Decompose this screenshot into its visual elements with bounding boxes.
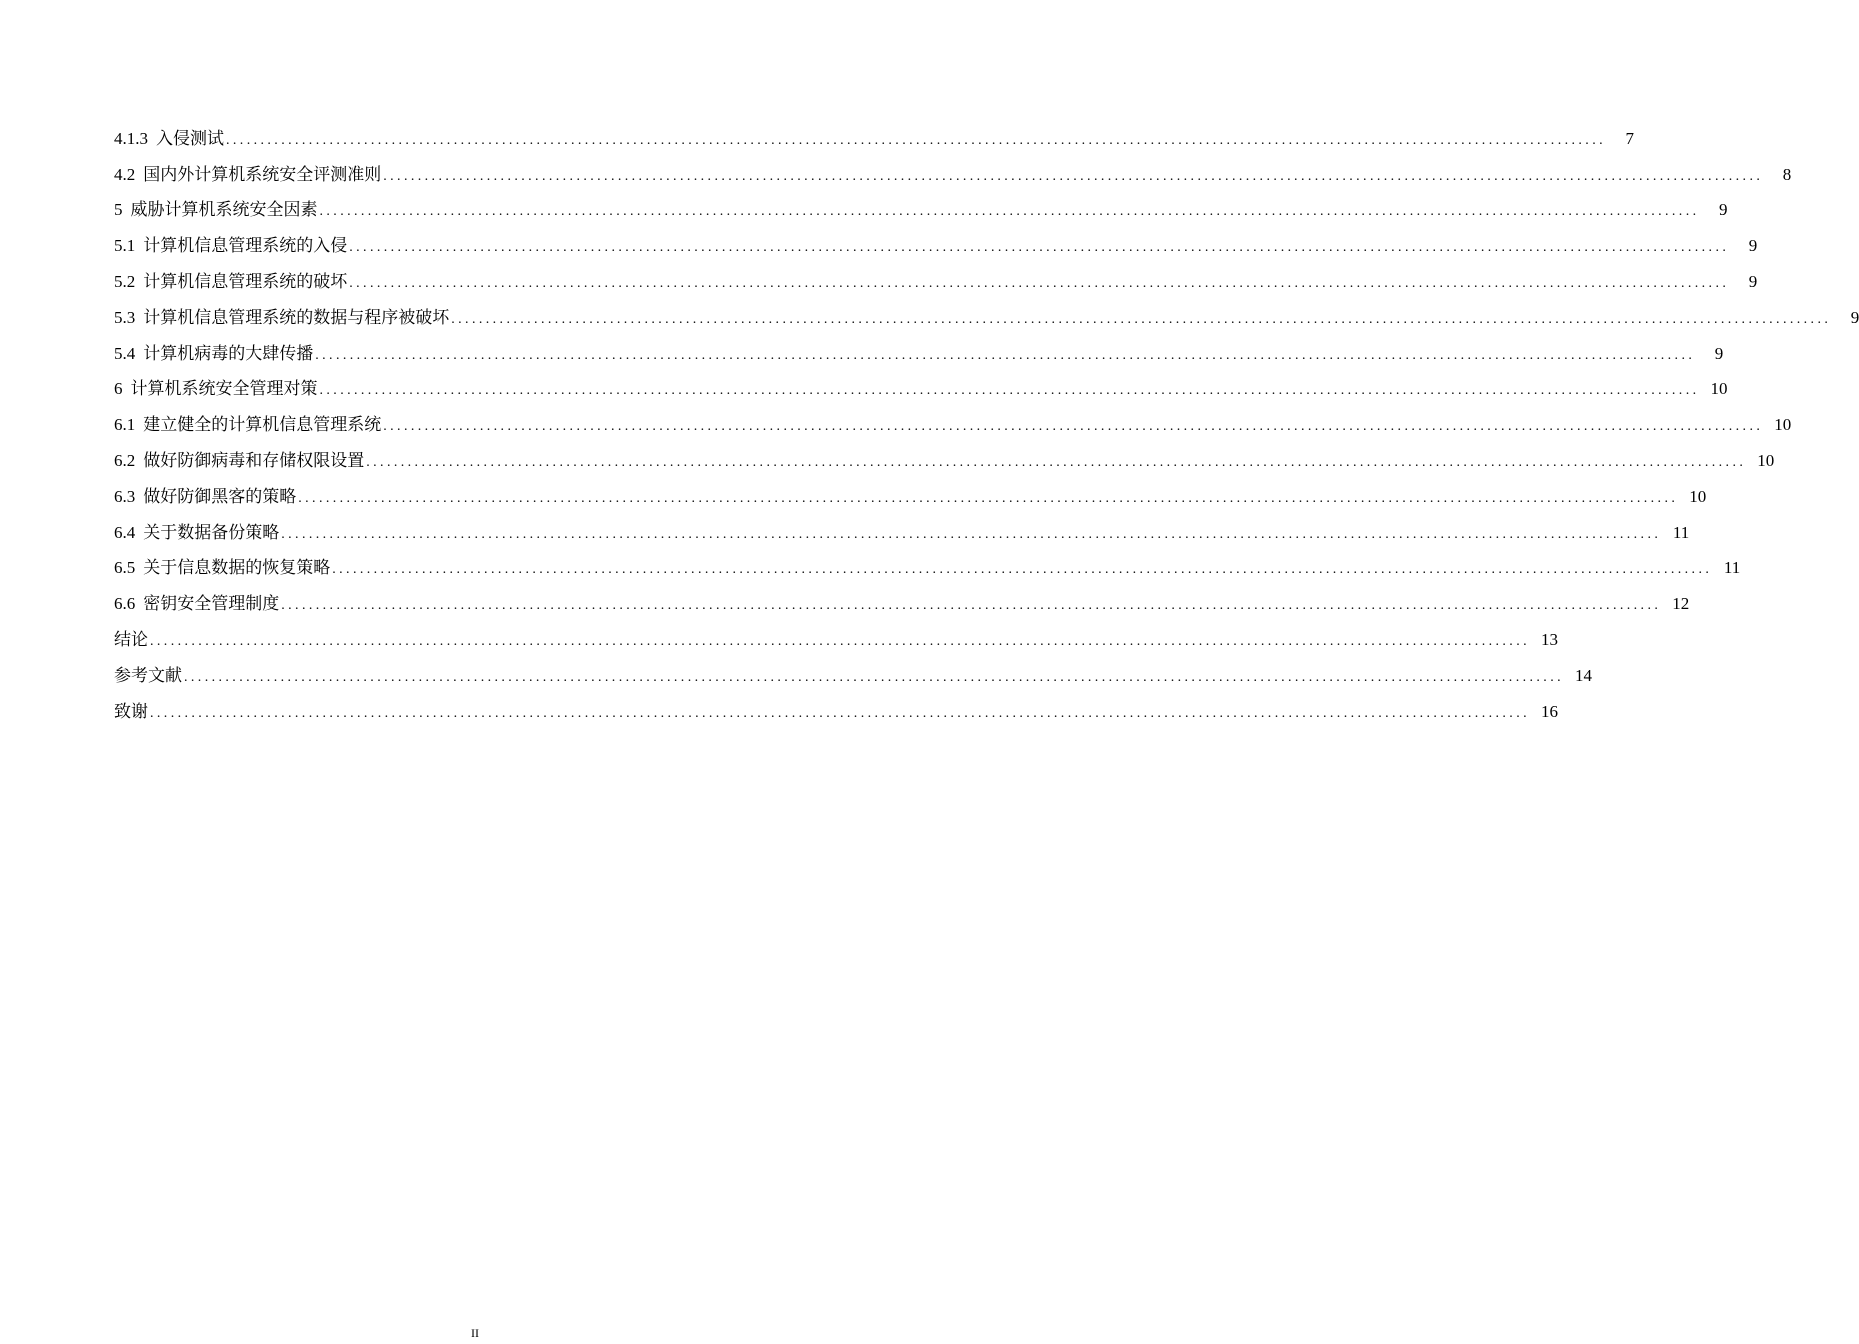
toc-entry-title: 威胁计算机系统安全因素: [130, 200, 318, 220]
toc-entry-title: 计算机信息管理系统的入侵: [143, 236, 348, 256]
toc-entry-number: 6.3: [114, 486, 136, 506]
toc-entry-number: 6.2: [114, 450, 136, 470]
toc-entry-number: 6.5: [114, 558, 136, 578]
toc-leader-dots: ........................................................................................................................................................................................................: [281, 598, 1662, 614]
toc-entry-page: 10: [1689, 486, 1707, 506]
toc-entry-page: 13: [1541, 629, 1558, 649]
toc-entry-page: 10: [1710, 379, 1728, 399]
toc-entry-number: 5.4: [114, 343, 136, 363]
toc-leader-dots: ........................................................................................................................................................................................................: [451, 311, 1832, 327]
table-of-contents: [114, 114, 1859, 723]
toc-entry-number: 6.6: [114, 594, 136, 614]
toc-entry[interactable]: [114, 615, 1558, 651]
toc-entry-page: 11: [1723, 558, 1741, 578]
toc-entry-page: 9: [1850, 307, 1859, 327]
toc-entry-page: 8: [1782, 164, 1792, 184]
toc-entry-title: 结论: [114, 629, 148, 649]
toc-leader-dots: ........................................................................................................................................................................................................: [383, 419, 1764, 435]
toc-entry-title: 做好防御黑客的策略: [143, 486, 297, 506]
page-number: II: [471, 1326, 479, 1340]
toc-leader-dots: ........................................................................................................................................................................................................: [315, 347, 1696, 363]
toc-entry-title: 入侵测试: [156, 128, 224, 148]
toc-entry-number: 5.1: [114, 236, 136, 256]
toc-entry[interactable]: [114, 293, 1859, 329]
toc-entry[interactable]: [114, 150, 1792, 186]
toc-entry-number: 6.1: [114, 415, 136, 435]
toc-entry-number: 6.4: [114, 522, 136, 542]
toc-leader-dots: ........................................................................................................................................................................................................: [349, 275, 1730, 291]
toc-entry-title: 建立健全的计算机信息管理系统: [143, 415, 382, 435]
toc-leader-dots: ........................................................................................................................................................................................................: [319, 204, 1700, 220]
toc-leader-dots: ........................................................................................................................................................................................................: [349, 240, 1730, 256]
toc-entry-page: 11: [1672, 522, 1690, 542]
toc-entry-title: 做好防御病毒和存储权限设置: [143, 450, 365, 470]
toc-entry[interactable]: [114, 472, 1707, 508]
toc-entry[interactable]: [114, 544, 1741, 580]
toc-entry-title: 国内外计算机系统安全评测准则: [143, 164, 382, 184]
toc-entry-number: 6: [114, 379, 123, 399]
toc-entry-number: 5.3: [114, 307, 136, 327]
toc-leader-dots: ........................................................................................................................................................................................................: [150, 633, 1530, 649]
toc-entry[interactable]: [114, 651, 1592, 687]
toc-entry-title: 计算机系统安全管理对策: [130, 379, 318, 399]
toc-entry-page: 10: [1774, 415, 1792, 435]
toc-leader-dots: ........................................................................................................................................................................................................: [281, 526, 1662, 542]
toc-entry-page: 9: [1719, 200, 1728, 220]
toc-entry-page: 9: [1714, 343, 1724, 363]
toc-entry-title: 致谢: [114, 701, 148, 721]
toc-entry[interactable]: [114, 579, 1690, 615]
toc-entry-page: 10: [1757, 450, 1775, 470]
toc-entry[interactable]: [114, 221, 1758, 257]
toc-entry[interactable]: [114, 687, 1558, 723]
toc-leader-dots: ........................................................................................................................................................................................................: [226, 132, 1606, 148]
toc-leader-dots: ........................................................................................................................................................................................................: [150, 705, 1530, 721]
toc-entry-page: 9: [1748, 271, 1758, 291]
toc-entry-page: 7: [1625, 128, 1634, 148]
toc-entry-title: 密钥安全管理制度: [143, 594, 280, 614]
toc-leader-dots: ........................................................................................................................................................................................................: [383, 168, 1764, 184]
toc-entry[interactable]: [114, 257, 1758, 293]
toc-leader-dots: ........................................................................................................................................................................................................: [298, 490, 1679, 506]
toc-entry-page: 12: [1672, 594, 1690, 614]
toc-entry-number: 4.2: [114, 164, 136, 184]
toc-leader-dots: ........................................................................................................................................................................................................: [184, 669, 1564, 685]
toc-entry-number: 5: [114, 200, 123, 220]
toc-entry[interactable]: [114, 329, 1724, 365]
toc-leader-dots: ........................................................................................................................................................................................................: [332, 562, 1713, 578]
toc-entry-page: 14: [1575, 665, 1592, 685]
toc-entry-title: 计算机信息管理系统的破坏: [143, 271, 348, 291]
toc-entry-page: 16: [1541, 701, 1558, 721]
toc-entry-number: 5.2: [114, 271, 136, 291]
toc-leader-dots: ........................................................................................................................................................................................................: [366, 454, 1747, 470]
toc-entry-title: 参考文献: [114, 665, 182, 685]
toc-entry-title: 关于信息数据的恢复策略: [143, 558, 331, 578]
toc-entry[interactable]: [114, 400, 1792, 436]
toc-entry[interactable]: [114, 436, 1775, 472]
toc-entry[interactable]: [114, 508, 1690, 544]
toc-entry[interactable]: [114, 186, 1728, 222]
toc-entry-title: 关于数据备份策略: [143, 522, 280, 542]
toc-entry-page: 9: [1748, 236, 1758, 256]
toc-leader-dots: ........................................................................................................................................................................................................: [319, 383, 1700, 399]
toc-entry-number: 4.1.3: [114, 128, 148, 148]
toc-entry-title: 计算机病毒的大肆传播: [143, 343, 314, 363]
toc-entry[interactable]: [114, 114, 1634, 150]
toc-entry-title: 计算机信息管理系统的数据与程序被破坏: [143, 307, 450, 327]
toc-entry[interactable]: [114, 365, 1728, 401]
